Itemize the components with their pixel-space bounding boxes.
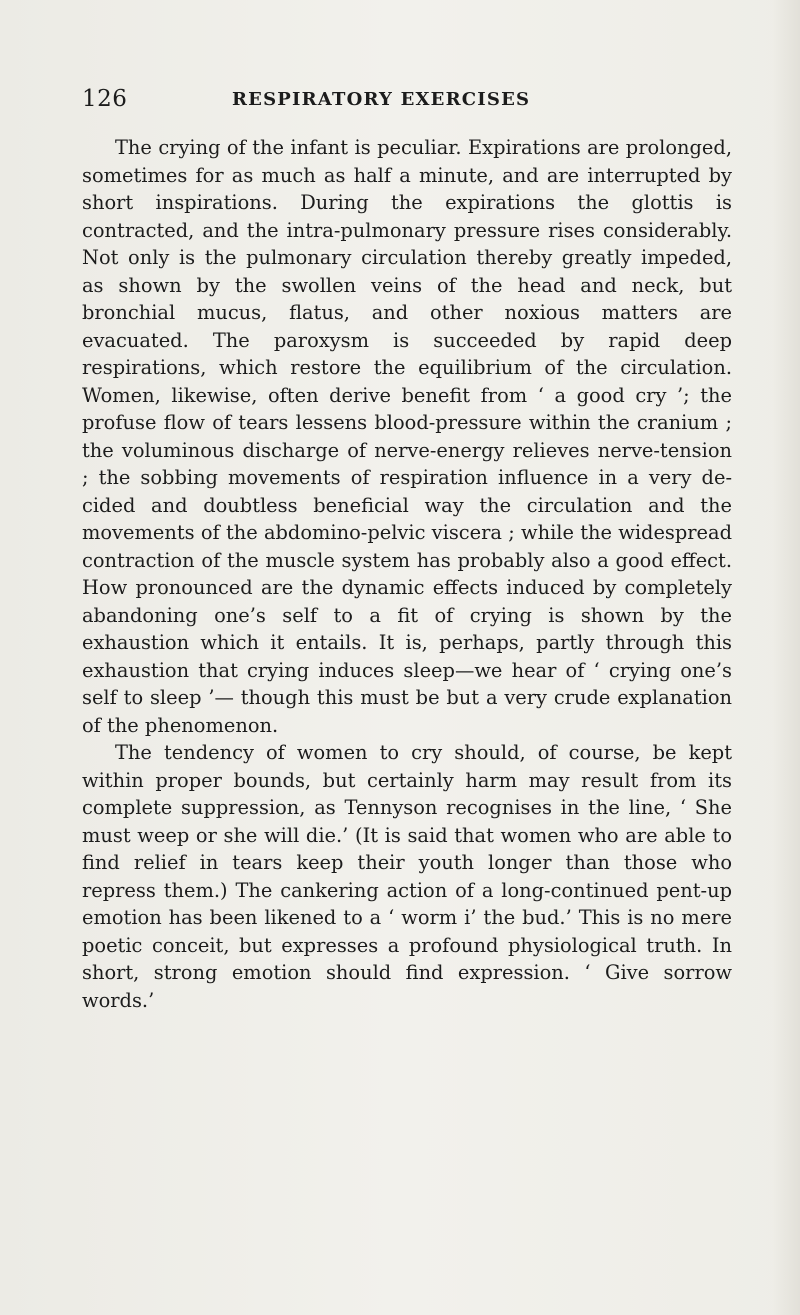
- running-head: RESPIRATORY EXERCISES: [232, 89, 531, 110]
- page-header: [82, 86, 732, 116]
- body-text: [82, 134, 732, 1014]
- paragraph-suppression-of-tears: The tendency of women to cry should, of course, be kept within proper bounds, but certainly harm may result from its complete suppression, as Tennyson recognises in the line, ‘ She must weep or she will die.’ (It is said that women who are able to find relief in tears keep their youth longer than those who repress them.) The cankering action of a long-continued pent-up emotion has been likened to a ‘ worm i’ the bud.’ This is no mere poetic conceit, but expresses a profound physiological truth. In short, strong emotion should find expression. ‘ Give sorrow words.’: [82, 741, 732, 1012]
- paragraph-crying-physiology: The crying of the infant is peculiar. Expirations are prolonged, sometimes for as much as half a minute, and are interrupted by short inspirations. During the expirations the glottis is contracted, and the intra-pulmonary pressure rises considerably. Not only is the pulmonary circulation thereby greatly impeded, as shown by the swollen veins of the head and neck, but bronchial mucus, flatus, and other noxious matters are evacuated. The paroxysm is succeeded by rapid deep respirations, which restore the equilibrium of the circulation. Women, likewise, often derive benefit from ‘ a good cry ’; the profuse flow of tears lessens blood-pressure within the cranium ; the voluminous discharge of nerve-energy relieves nerve-tension ; the sobbing movements of respiration influence in a very decided and doubtless beneficial way the circulation and the movements of the abdomino-pelvic viscera ; while the widespread contraction of the muscle system has probably also a good effect. How pronounced are the dynamic effects induced by completely abandoning one’s self to a fit of crying is shown by the exhaustion which it entails. It is, perhaps, partly through this exhaustion that crying induces sleep—we hear of ‘ crying one’s self to sleep ’— though this must be but a very crude explanation of the phenomenon.: [82, 136, 732, 737]
- page-number: 126: [82, 86, 128, 112]
- page-edge-shadow: [772, 0, 800, 1315]
